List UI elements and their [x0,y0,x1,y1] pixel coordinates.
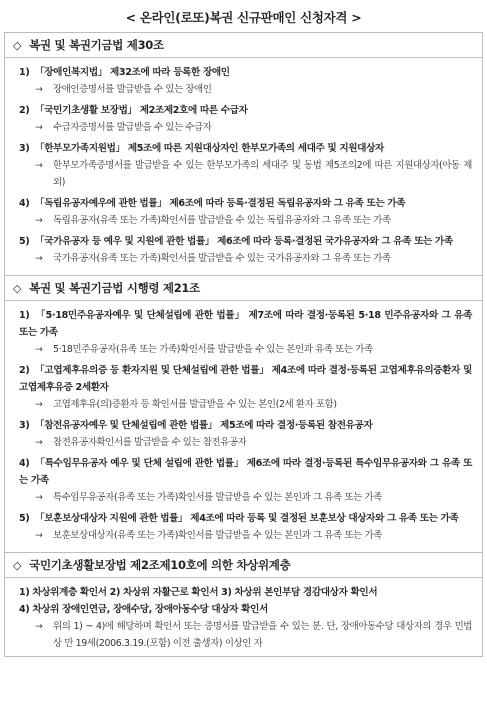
item-sub [19,434,472,451]
item-title [19,64,472,81]
item-title [19,140,472,157]
right-arrow-icon: → [35,344,43,355]
list-item [19,233,472,267]
section-body [5,578,482,656]
section-heading-text: 복권 및 복권기금법 제30조 [29,38,164,52]
item-sub [19,341,472,358]
list-item [19,417,472,451]
list-item [19,307,472,358]
item-sub-text: 위의 1) ~ 4)에 해당하며 확인서 또는 증명서를 발급받을 수 있는 분. 단, 장애아동수당 대상자의 경우 민법상 만 19세(2006.3.19.(포함) 이전 출생자) 이상인 자 [53,621,472,649]
item-sub [19,81,472,98]
page-title: < 온라인(로또)복권 신규판매인 신청자격 > [4,2,483,33]
list-item [19,64,472,98]
right-arrow-icon: → [35,84,43,95]
list-item [19,510,472,544]
section-heading [5,33,482,58]
item-sub [19,618,472,652]
item-title-text: 「보훈보상대상자 지원에 관한 법률」 제4조에 따라 등록 및 결정된 보훈보상 대상자와 그 유족 또는 가족 [35,513,459,524]
item-sub [19,119,472,136]
item-number: 1) [19,67,30,78]
item-sub-text: 장애인증명서를 발급받을 수 있는 장애인 [53,84,212,95]
right-arrow-icon: → [35,399,43,410]
section-body [5,58,482,275]
item-title [19,417,472,434]
item-number: 2) [19,105,30,116]
item-sub-text: 한부모가족증명서를 발급받을 수 있는 한부모가족의 세대주 및 동법 제5조의2에 따른 지원대상자(아동 제외) [53,160,472,188]
item-title-text: 「장애인복지법」 제32조에 따라 등록한 장애인 [35,67,230,78]
section-heading-text: 국민기초생활보장법 제2조제10호에 의한 차상위계층 [29,558,291,572]
item-title [19,362,472,396]
right-arrow-icon: → [35,530,43,541]
item-title [19,233,472,250]
right-arrow-icon: → [35,160,43,171]
item-sub [19,212,472,229]
item-sub-text: 고엽제후유(의)증환자 등 확인서를 발급받을 수 있는 본인(2세 환자 포함) [53,399,337,410]
item-sub-text: 독립유공자(유족 또는 가족)확인서를 발급받을 수 있는 독립유공자와 그 유족 또는 가족 [53,215,391,226]
right-arrow-icon: → [35,122,43,133]
section-lottery-act-art30 [4,33,483,276]
item-title-text: 「참전유공자예우 및 단체설립에 관한 법률」 제5조에 따라 결정·등록된 참전유공자 [35,420,373,431]
item-title [19,510,472,527]
section-heading [5,276,482,301]
item-sub [19,250,472,267]
item-number: 3) [19,420,30,431]
right-arrow-icon: → [35,215,43,226]
list-item [19,455,472,506]
item-sub [19,396,472,413]
item-title: 1) 차상위계층 확인서 2) 차상위 자활근로 확인서 3) 차상위 본인부담 경감대상자 확인서 [19,587,378,598]
item-sub [19,489,472,506]
item-title [19,102,472,119]
item-title [19,195,472,212]
item-title-text: 「국가유공자 등 예우 및 지원에 관한 법률」 제6조에 따라 등록·결정된 국가유공자와 그 유족 또는 가족 [35,236,453,247]
diamond-outline-icon: ◇ [13,38,22,52]
section-lottery-decree-art21 [4,276,483,553]
item-title-text: 「고엽제후유의증 등 환자지원 및 단체설립에 관한 법률」 제4조에 따라 결정·등록된 고엽제후유의증환자 및 고엽제후유증 2세환자 [19,365,472,393]
item-number: 4) [19,458,30,469]
item-sub-text: 보훈보상대상자(유족 또는 가족)확인서를 발급받을 수 있는 본인과 그 유족 또는 가족 [53,530,382,541]
item-number: 4) [19,198,30,209]
item-title: 4) 차상위 장애인연금, 장애수당, 장애아동수당 대상자 확인서 [19,604,268,615]
diamond-outline-icon: ◇ [13,281,22,295]
item-title-text: 「국민기초생활 보장법」 제2조제2호에 따른 수급자 [35,105,248,116]
item-sub-text: 수급자증명서를 발급받을 수 있는 수급자 [53,122,212,133]
right-arrow-icon: → [35,437,43,448]
item-title-text: 「독립유공자예우에 관한 법률」 제6조에 따라 등록·결정된 독립유공자와 그 유족 또는 가족 [35,198,406,209]
item-title-text: 「특수임무유공자 예우 및 단체 설립에 관한 법률」 제6조에 따라 결정·등록된 특수임무유공자와 그 유족 또는 가족 [19,458,472,486]
diamond-outline-icon: ◇ [13,558,22,572]
section-heading-text: 복권 및 복권기금법 시행령 제21조 [29,281,200,295]
item-title [19,307,472,341]
item-number: 1) [19,310,30,321]
item-sub [19,527,472,544]
item-sub-text: 참전유공자확인서를 발급받을 수 있는 참전유공자 [53,437,247,448]
list-item [19,195,472,229]
item-sub-text: 5·18민주유공자(유족 또는 가족)확인서를 발급받을 수 있는 본인과 유족 또는 가족 [53,344,373,355]
item-number: 3) [19,143,30,154]
section-near-poverty-class [4,553,483,657]
item-sub-text: 국가유공자(유족 또는 가족)확인서를 발급받을 수 있는 국가유공자와 그 유족 또는 가족 [53,253,391,264]
item-number: 5) [19,236,30,247]
item-number: 2) [19,365,30,376]
list-item [19,362,472,413]
section-heading [5,553,482,578]
item-sub [19,157,472,191]
item-number: 5) [19,513,30,524]
item-title-text: 「5·18민주유공자예우 및 단체설립에 관한 법률」 제7조에 따라 결정·등록된 5·18 민주유공자와 그 유족 또는 가족 [19,310,472,338]
right-arrow-icon: → [35,492,43,503]
document-page [0,2,487,702]
item-title [19,455,472,489]
list-item [19,102,472,136]
item-title-text: 「한부모가족지원법」 제5조에 따른 지원대상자인 한부모가족의 세대주 및 지원대상자 [35,143,384,154]
item-sub-text: 특수임무유공자(유족 또는 가족)확인서를 발급받을 수 있는 본인과 그 유족 또는 가족 [53,492,382,503]
list-item [19,140,472,191]
right-arrow-icon: → [35,253,43,264]
section-body [5,301,482,552]
right-arrow-icon: → [35,621,43,632]
